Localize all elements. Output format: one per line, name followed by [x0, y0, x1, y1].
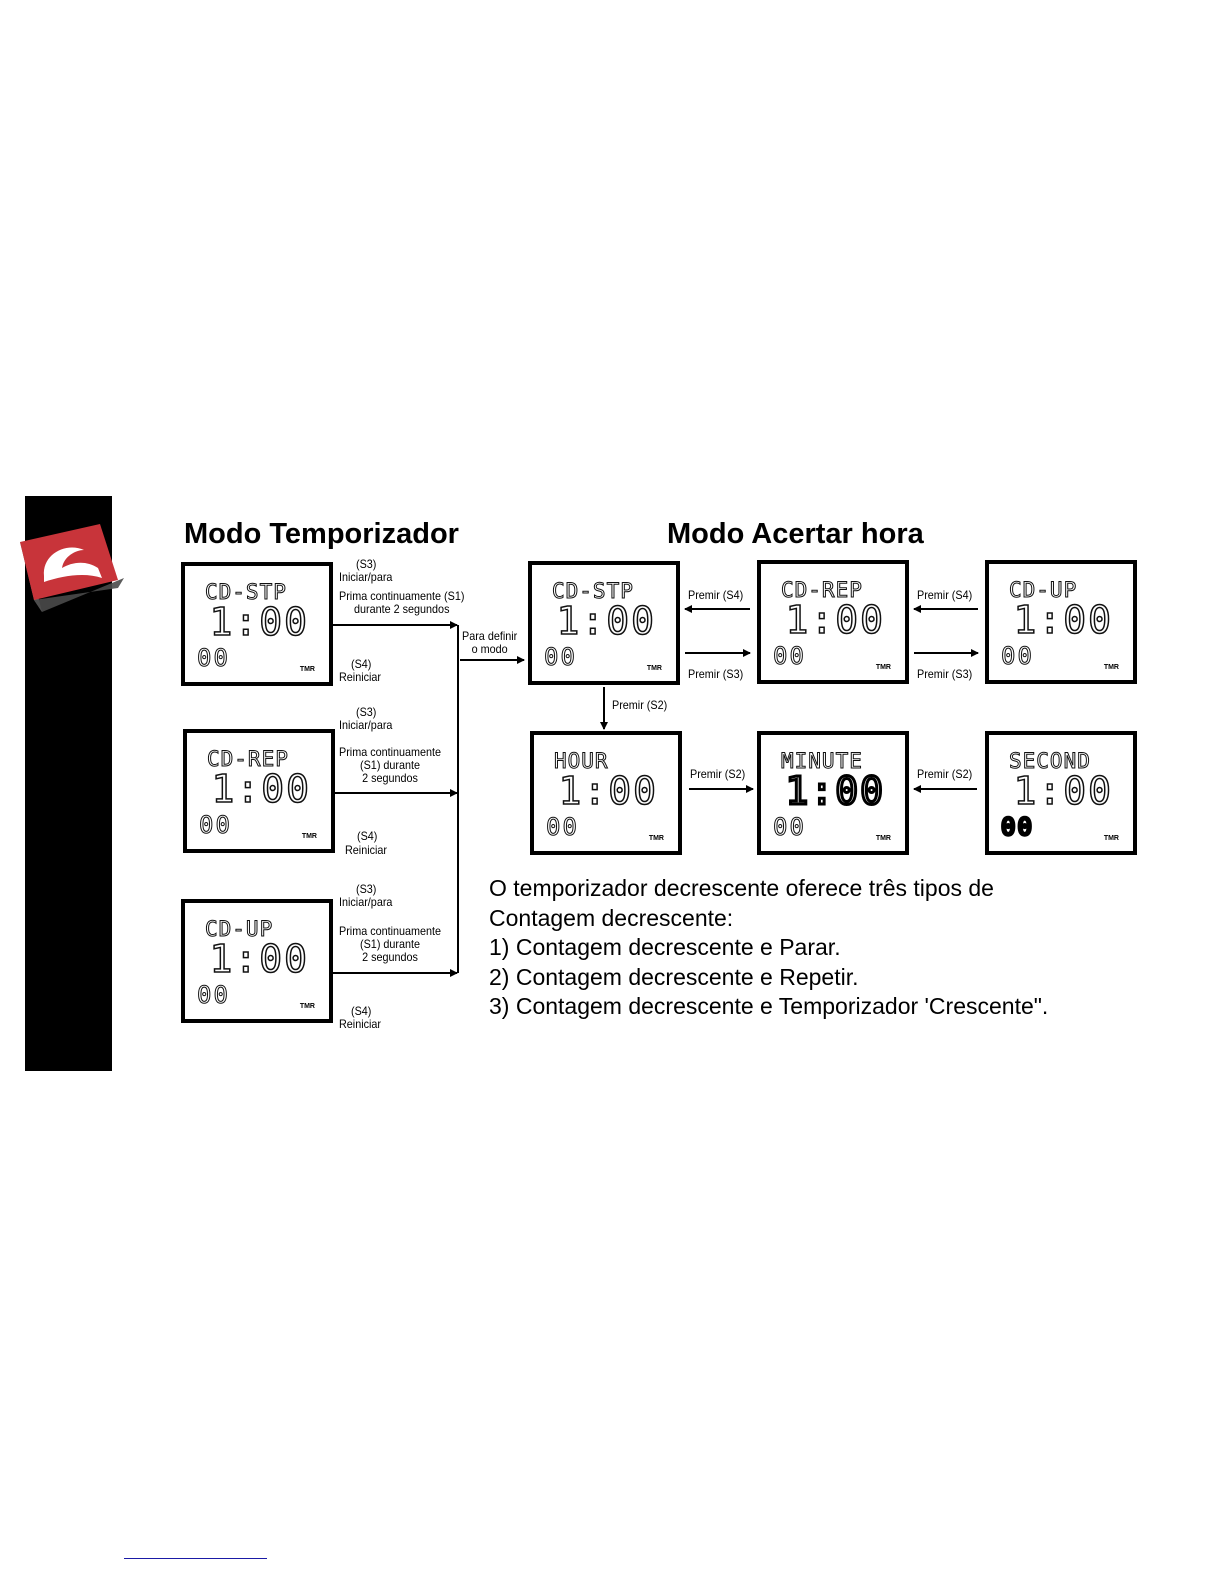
timer-description: [489, 874, 1048, 1022]
lcd-sub-text: 00: [544, 643, 577, 671]
label-text: Reiniciar: [345, 843, 388, 857]
label-hold-row2: [339, 746, 441, 785]
lcd-tmr-indicator: TMR: [1103, 664, 1119, 671]
label-text: Para definir: [462, 629, 518, 643]
label-text: Premir (S2): [917, 767, 973, 781]
timer-mode-title: Modo Temporizador: [184, 518, 459, 550]
lcd-mode-text: HOUR: [554, 749, 609, 773]
lcd-tmr-indicator: TMR: [299, 666, 315, 673]
label-reset-row1: [339, 671, 381, 684]
label-text: Reiniciar: [339, 1017, 382, 1031]
label-text: Prima continuamente: [339, 745, 442, 759]
lcd-tmr-indicator: TMR: [875, 835, 891, 842]
lcd-tmr-indicator: TMR: [648, 835, 664, 842]
description-item: 1) Contagem decrescente e Parar.: [489, 934, 841, 960]
lcd-sub-text: 00: [773, 642, 806, 670]
label-start-stop-row2: [339, 719, 392, 732]
lcd-mode-text: CD-REP: [781, 578, 863, 602]
lcd-time-text: 1:00: [209, 937, 309, 981]
label-text: (S4): [351, 1004, 372, 1018]
lcd-mode-text: CD-UP: [1009, 578, 1078, 602]
label-reset-row3: [339, 1018, 381, 1031]
lcd-time-text: 1:00: [209, 600, 309, 644]
description-line: Contagem decrescente:: [489, 904, 734, 931]
lcd-mode-text: CD-STP: [205, 580, 287, 604]
lcd-mode-text: MINUTE: [781, 749, 863, 773]
label-text: Premir (S4): [917, 588, 973, 602]
description-line: O temporizador decrescente oferece três tipos de: [489, 875, 994, 901]
label-text: (S4): [351, 657, 372, 671]
label-start-stop-row3: [339, 896, 392, 909]
label-press-s4-1: [688, 589, 743, 602]
label-text: Prima continuamente (S1): [339, 589, 465, 603]
lcd-sub-text: 00: [197, 644, 230, 672]
time-setting-mode-title: Modo Acertar hora: [667, 518, 924, 550]
label-reset-row2: [345, 844, 387, 857]
description-item: 3) Contagem decrescente e Temporizador 'Crescente".: [489, 993, 1049, 1019]
label-set-mode: [462, 630, 517, 656]
label-text: 2 segundos: [362, 950, 418, 964]
label-text: o modo: [471, 642, 508, 656]
label-press-s2-3: [917, 768, 972, 781]
lcd-mode-text: CD-REP: [207, 747, 289, 771]
footer-link-line: [124, 1558, 267, 1559]
label-text: Premir (S3): [688, 667, 744, 681]
lcd-sub-text: 00: [546, 813, 579, 841]
lcd-time-text: 1:00: [556, 599, 656, 643]
lcd-mode-text: SECOND: [1009, 749, 1091, 773]
label-hold-row3: [339, 925, 441, 964]
lcd-time-text: 1:00: [785, 769, 885, 813]
label-hold-row1: [339, 590, 464, 616]
lcd-time-text: 1:00: [558, 769, 658, 813]
label-text: (S1) durante: [360, 758, 421, 772]
lcd-tmr-indicator: TMR: [1103, 835, 1119, 842]
label-text: Iniciar/para: [339, 895, 393, 909]
lcd-tmr-indicator: TMR: [301, 833, 317, 840]
lcd-sub-text: 00: [773, 813, 806, 841]
lcd-tmr-indicator: TMR: [646, 665, 662, 672]
lcd-time-text: 1:00: [1013, 769, 1113, 813]
lcd-sub-text: 00: [197, 981, 230, 1009]
description-item: 2) Contagem decrescente e Repetir.: [489, 963, 859, 990]
lcd-mode-text: CD-UP: [205, 917, 274, 941]
lcd-sub-text: 00: [1001, 813, 1034, 841]
label-text: Iniciar/para: [339, 570, 393, 584]
lcd-time-text: 1:00: [785, 598, 885, 642]
label-text: (S1) durante: [360, 937, 421, 951]
label-text: Premir (S3): [917, 667, 973, 681]
label-press-s2-1: [612, 699, 667, 712]
label-text: durante 2 segundos: [353, 602, 450, 616]
label-press-s3-1: [688, 668, 743, 681]
label-text: (S3): [356, 705, 377, 719]
label-text: (S4): [357, 829, 378, 843]
lcd-mode-text: CD-STP: [552, 579, 634, 603]
label-text: Premir (S2): [690, 767, 746, 781]
label-text: Premir (S2): [612, 698, 668, 712]
lcd-tmr-indicator: TMR: [299, 1003, 315, 1010]
lcd-sub-text: 00: [199, 811, 232, 839]
label-press-s2-2: [690, 768, 745, 781]
lcd-time-text: 1:00: [1013, 598, 1113, 642]
lcd-sub-text: 00: [1001, 642, 1034, 670]
label-text: Iniciar/para: [339, 718, 393, 732]
label-text: Prima continuamente: [339, 924, 442, 938]
label-text: (S3): [356, 557, 377, 571]
lcd-tmr-indicator: TMR: [875, 664, 891, 671]
label-s4-row2: [357, 830, 377, 843]
label-press-s4-2: [917, 589, 972, 602]
label-start-stop-row1: [339, 571, 392, 584]
label-text: (S3): [356, 882, 377, 896]
label-text: 2 segundos: [362, 771, 418, 785]
lcd-time-text: 1:00: [211, 767, 311, 811]
label-text: Premir (S4): [688, 588, 744, 602]
label-press-s3-2: [917, 668, 972, 681]
label-text: Reiniciar: [339, 670, 382, 684]
